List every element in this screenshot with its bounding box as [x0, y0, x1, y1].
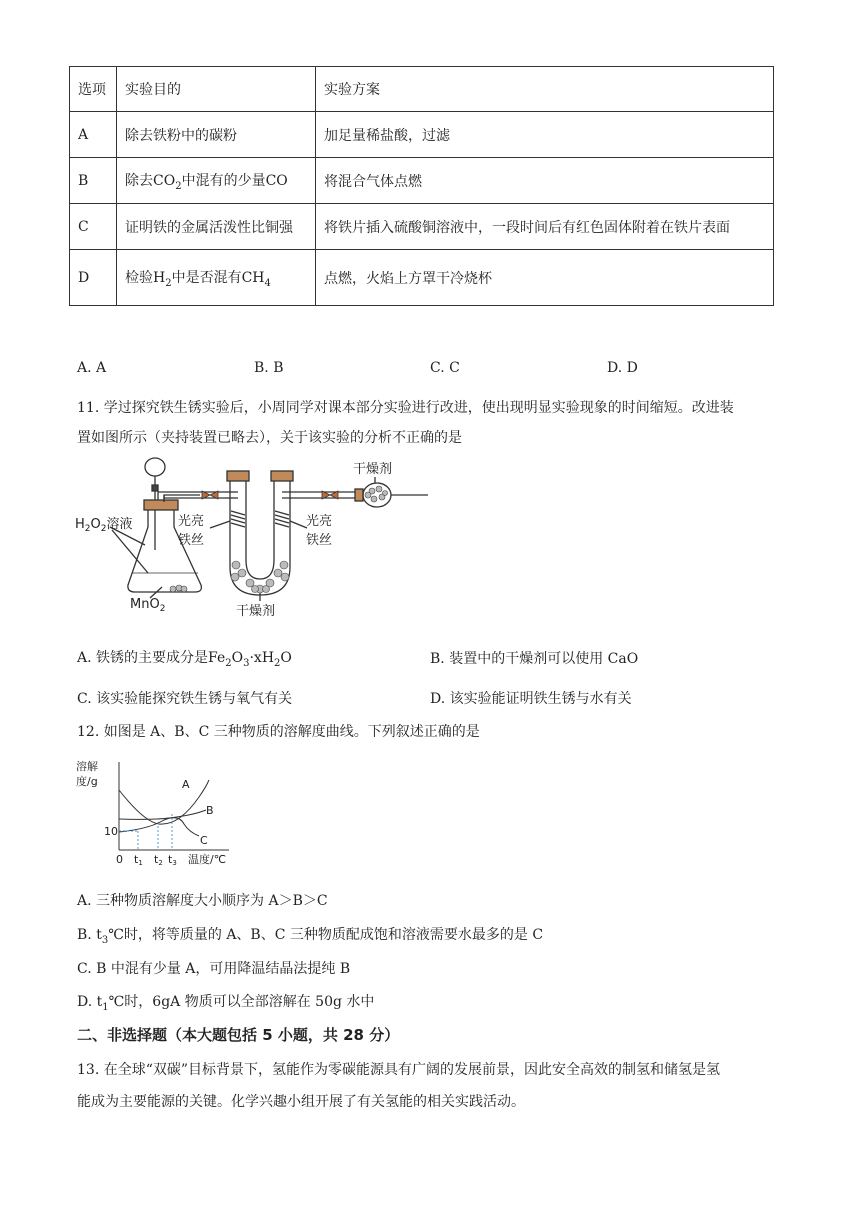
- table-header-row: [70, 67, 774, 112]
- curve-b-label: B: [206, 804, 214, 817]
- curve-c: [119, 818, 199, 836]
- table-row: [70, 112, 774, 158]
- header-option: 选项: [70, 67, 117, 112]
- q12-option-a: A. 三种物质溶解度大小顺序为 A＞B＞C: [77, 893, 328, 909]
- mno2-label: MnO$_2$: [130, 597, 166, 614]
- q13-line2: 能成为主要能源的关键。化学兴趣小组开展了有关氢能的相关实践活动。: [77, 1094, 525, 1110]
- q12-option-c: C. B 中混有少量 A，可用降温结晶法提纯 B: [77, 961, 351, 977]
- t3-label: t3: [168, 853, 177, 867]
- curve-a: [119, 780, 209, 824]
- y-label-1: 溶解: [76, 760, 98, 773]
- row-purpose: 证明铁的金属活泼性比铜强: [117, 204, 316, 250]
- row-plan: 加足量稀盐酸，过滤: [316, 112, 774, 158]
- q10-option-c: C. C: [430, 360, 460, 376]
- origin-label: 0: [116, 853, 123, 866]
- row-purpose: 除去$CO_2$中混有的少量CO: [117, 158, 316, 204]
- iron-wire-right-label-1: 光亮: [306, 514, 333, 529]
- iron-wire-left-label-1: 光亮: [178, 514, 205, 529]
- t2-label: t2: [154, 853, 163, 867]
- header-purpose: 实验目的: [117, 67, 316, 112]
- iron-wire-left-label-2: 铁丝: [178, 533, 205, 548]
- t1-label: t1: [134, 853, 143, 867]
- q11-option-d: D. 该实验能证明铁生锈与水有关: [430, 691, 632, 707]
- y-tick-10: 10: [104, 825, 118, 838]
- q12-option-d: D. $t_1℃$时，6gA 物质可以全部溶解在 50g 水中: [77, 994, 375, 1013]
- row-option: B: [70, 158, 117, 204]
- row-option: D: [70, 250, 117, 306]
- q11-stem-line1: 11. 学过探究铁生锈实验后，小周同学对课本部分实验进行改进，使出现明显实验现象的时间缩短。改进装: [77, 400, 734, 416]
- row-option: A: [70, 112, 117, 158]
- h2o2-label: $H_2O_2$溶液: [75, 517, 133, 534]
- funnel-bulb: [145, 458, 165, 476]
- row-purpose: 除去铁粉中的碳粉: [117, 112, 316, 158]
- table-row: [70, 250, 774, 306]
- q12-stem: 12. 如图是 A、B、C 三种物质的溶解度曲线。下列叙述正确的是: [77, 724, 480, 740]
- apparatus-figure: [70, 455, 440, 630]
- q11-option-a: A. 铁锈的主要成分是$Fe_2O_3\cdot xH_2O$: [77, 650, 292, 669]
- row-plan: 点燃，火焰上方罩干冷烧杯: [316, 250, 774, 306]
- q10-option-a: A. A: [77, 360, 107, 376]
- header-plan: 实验方案: [316, 67, 774, 112]
- curve-b: [119, 810, 206, 819]
- row-plan: 将混合气体点燃: [316, 158, 774, 204]
- q11-option-b: B. 装置中的干燥剂可以使用 CaO: [430, 651, 639, 667]
- q11-stem-line2: 置如图所示（夹持装置已略去），关于该实验的分析不正确的是: [77, 430, 462, 446]
- desiccant-top-label: 干燥剂: [353, 462, 393, 477]
- desiccant-bottom-label: 干燥剂: [236, 604, 276, 619]
- q12-option-b: B. $t_3℃$时，将等质量的 A、B、C 三种物质配成饱和溶液需要水最多的是 C: [77, 927, 544, 946]
- q13-line1: 13. 在全球“双碳”目标背景下，氢能作为零碳能源具有广阔的发展前景，因此安全高效的制氢和储氢是氢: [77, 1062, 721, 1078]
- curve-a-label: A: [182, 778, 190, 791]
- section-heading: 二、非选择题（本大题包括 5 小题，共 28 分）: [77, 1026, 400, 1044]
- row-option: C: [70, 204, 117, 250]
- q10-option-d: D. D: [607, 360, 638, 376]
- solubility-chart: [74, 752, 244, 872]
- row-plan: 将铁片插入硫酸铜溶液中，一段时间后有红色固体附着在铁片表面: [316, 204, 774, 250]
- iron-wire-right-label-2: 铁丝: [306, 533, 333, 548]
- row-purpose: 检验$H_2$中是否混有$CH_4$: [117, 250, 316, 306]
- q10-option-b: B. B: [254, 360, 284, 376]
- experiment-table: [69, 66, 774, 306]
- q11-option-c: C. 该实验能探究铁生锈与氧气有关: [77, 691, 293, 707]
- y-label-2: 度/g: [76, 775, 98, 788]
- table-row: [70, 158, 774, 204]
- x-label: 温度/℃: [188, 853, 227, 866]
- curve-c-label: C: [200, 834, 208, 847]
- table-row: [70, 204, 774, 250]
